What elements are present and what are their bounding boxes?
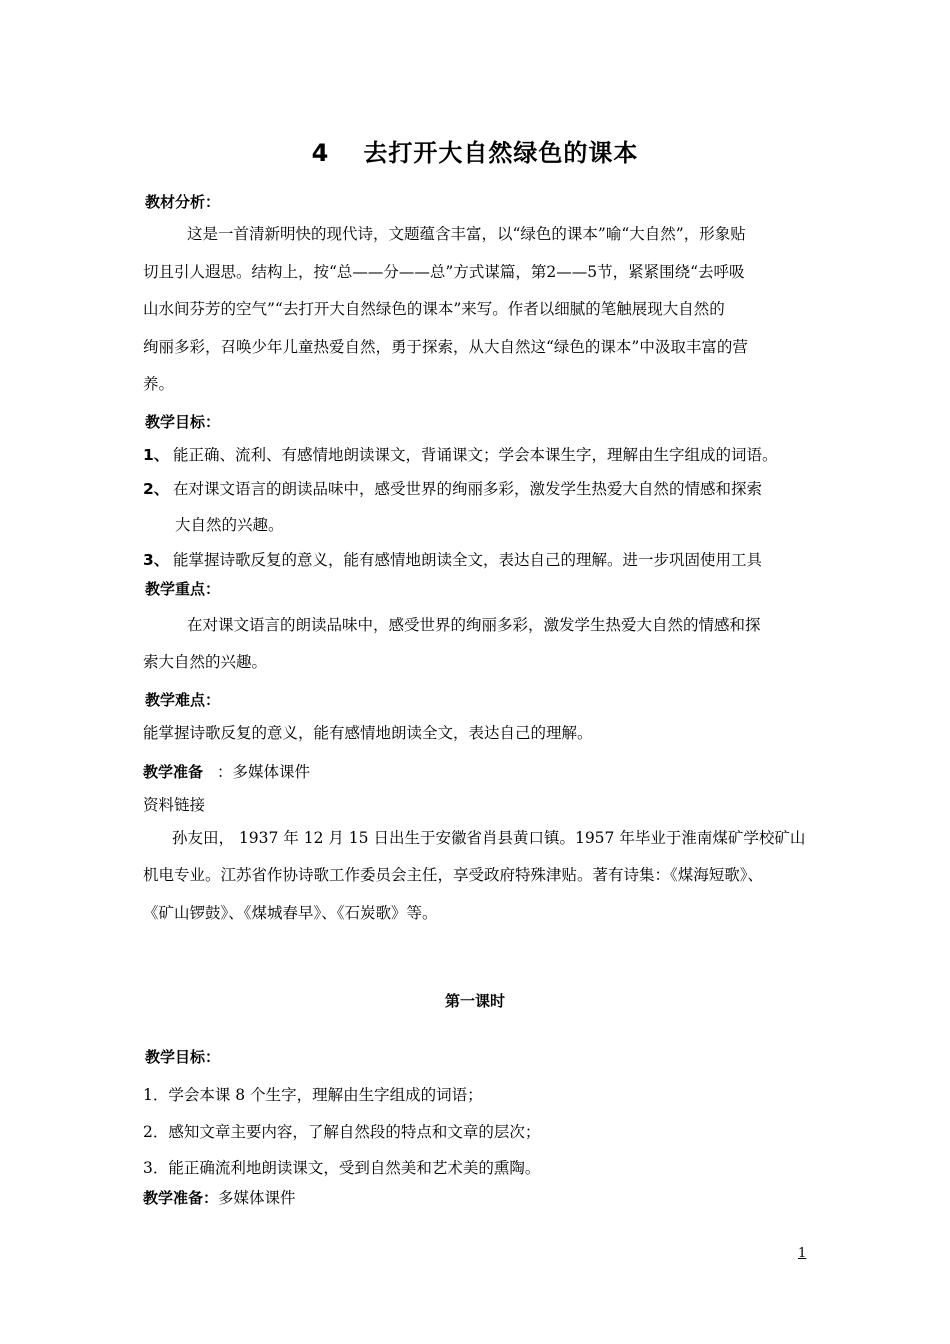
analysis-line-2: 切且引人遐思。结构上，按“总——分——总”方式谋篇，第2——5节，紧紧围绕“去呼吸 [143, 263, 745, 281]
difficulty-heading: 教学难点： [145, 691, 221, 709]
page-title [0, 133, 950, 168]
goals-heading: 教学目标： [145, 413, 221, 431]
title-number: 4 [311, 139, 330, 167]
lesson1-goal-2: 2．感知文章主要内容，了解自然段的特点和文章的层次； [143, 1123, 541, 1141]
page-number: 1 [798, 1246, 807, 1261]
goal-number: 1、 [143, 446, 170, 464]
analysis-line-5: 养。 [143, 375, 175, 393]
analysis-heading: 教材分析： [145, 193, 221, 211]
resource-heading: 资料链接 [143, 796, 206, 814]
lesson1-goal-3: 3．能正确流利地朗读课文，受到自然美和艺术美的熏陶。 [143, 1159, 541, 1177]
lesson1-goals-heading: 教学目标： [145, 1048, 221, 1066]
prep-text: ：多媒体课件 [217, 763, 311, 781]
lesson1-prep-row [143, 1186, 296, 1208]
difficulty-text: 能掌握诗歌反复的意义，能有感情地朗读全文，表达自己的理解。 [143, 724, 593, 742]
lesson1-prep-heading: 教学准备： [143, 1189, 219, 1207]
analysis-line-3: 山水间芬芳的空气”“去打开大自然绿色的课本”来写。作者以细腻的笔触展现大自然的 [143, 300, 725, 318]
analysis-line-1: 这是一首清新明快的现代诗，文题蕴含丰富，以“绿色的课本”喻“大自然”，形象贴 [187, 225, 746, 243]
goal-text: 能正确、流利、有感情地朗读课文，背诵课文；学会本课生字，理解由生字组成的词语。 [173, 446, 778, 464]
resource-line-2: 机电专业。江苏省作协诗歌工作委员会主任，享受政府特殊津贴。著有诗集：《煤海短歌》、 [143, 866, 764, 884]
focus-heading: 教学重点： [145, 580, 221, 598]
title-text: 去打开大自然绿色的课本 [363, 139, 639, 167]
prep-row [143, 760, 310, 782]
goal-item-2 [143, 477, 762, 499]
lesson1-prep-text: 多媒体课件 [218, 1189, 296, 1207]
goal-item-1 [143, 443, 778, 465]
goal-number: 3、 [143, 551, 170, 569]
prep-heading: 教学准备 [143, 763, 204, 781]
goal-text: 在对课文语言的朗读品味中，感受世界的绚丽多彩，激发学生热爱大自然的情感和探索 [173, 480, 763, 498]
resource-line-1: 孙友田， 1937 年 12 月 15 日出生于安徽省肖县黄口镇。1957 年毕业于淮南煤矿学校矿山 [172, 829, 806, 847]
lesson1-heading: 第一课时 [444, 992, 505, 1010]
resource-line-3: 《矿山锣鼓》、《煤城春早》、《石炭歌》等。 [143, 904, 438, 922]
analysis-line-4: 绚丽多彩，召唤少年儿童热爱自然，勇于探索，从大自然这“绿色的课本”中汲取丰富的营 [143, 338, 748, 356]
goal-item-3 [143, 548, 762, 570]
goal-item-2-continued: 大自然的兴趣。 [175, 516, 284, 534]
focus-line-2: 索大自然的兴趣。 [143, 653, 268, 671]
focus-line-1: 在对课文语言的朗读品味中，感受世界的绚丽多彩，激发学生热爱大自然的情感和探 [187, 616, 761, 634]
lesson1-goal-1: 1．学会本课 8 个生字，理解由生字组成的词语； [143, 1086, 483, 1104]
goal-number: 2、 [143, 480, 170, 498]
goal-text: 能掌握诗歌反复的意义，能有感情地朗读全文，表达自己的理解。进一步巩固使用工具 [173, 551, 763, 569]
